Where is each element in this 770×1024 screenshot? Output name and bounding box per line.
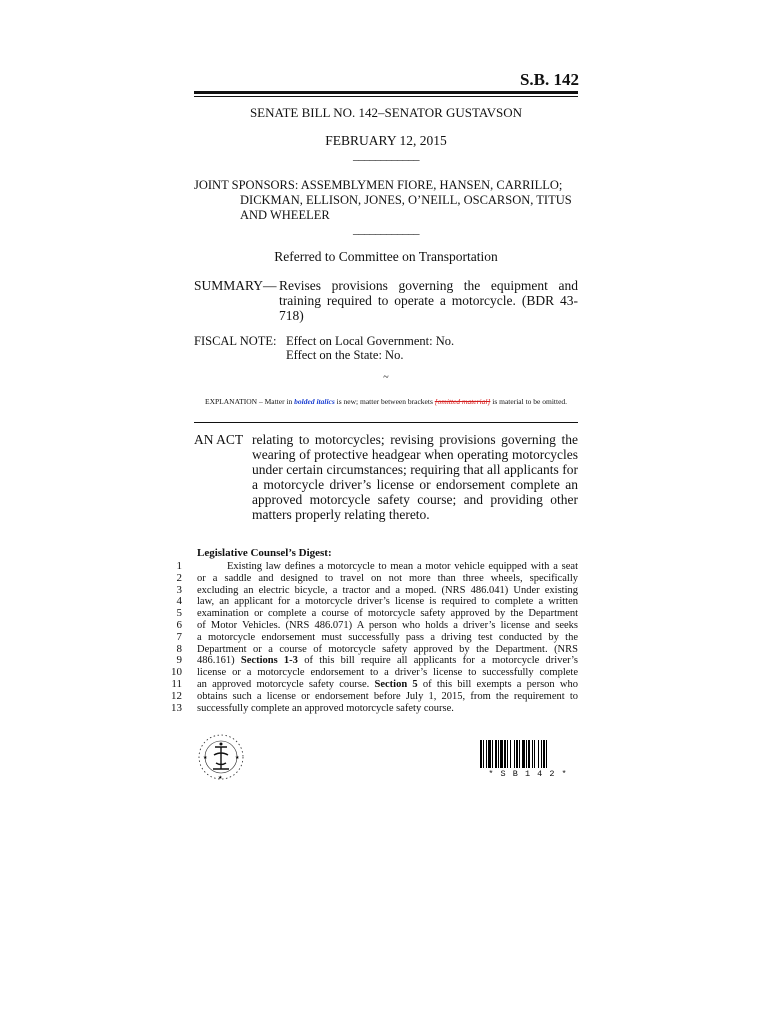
summary-label: SUMMARY— (194, 278, 277, 293)
referred-to-committee: Referred to Committee on Transportation (274, 249, 498, 264)
header-rule-thin (194, 96, 578, 97)
explanation-bold-italics: bolded italics (294, 397, 335, 406)
svg-text:★: ★ (235, 755, 240, 761)
line-number: 10 (171, 666, 182, 679)
digest-text (197, 561, 578, 714)
digest-line: 486.161) Sections 1-3 of this bill require all applicants for a motorcycle driver’s (197, 655, 578, 667)
explanation-suffix: is material to be omitted. (490, 397, 568, 406)
line-number: 11 (171, 677, 182, 690)
sponsors-line-1: JOINT SPONSORS: ASSEMBLYMEN FIORE, HANSEN, CARRILLO; (194, 178, 563, 192)
digest-line: examination or complete a course of motorcycle safety approved by the Department (197, 608, 578, 620)
summary-text: Revises provisions governing the equipment and training required to operate a motorcycle. (BDR 43-718) (279, 278, 578, 323)
nevada-legislature-seal-icon (197, 733, 245, 781)
fiscal-note-state: Effect on the State: No. (286, 348, 404, 362)
barcode-text: * S B 1 4 2 * (488, 769, 568, 779)
digest-line: an approved motorcycle safety course. Section 5 of this bill exempts a person who (197, 678, 578, 690)
separator-2: ____________ (353, 222, 419, 236)
digest-line: or a saddle and designed to travel on not more than three wheels, specifically (197, 572, 578, 584)
act-rule (194, 422, 578, 423)
barcode-icon (480, 740, 576, 768)
digest-line: Department or a course of motorcycle safety approved by the Department. (NRS (197, 643, 578, 655)
header-rule-thick (194, 91, 578, 94)
explanation-omitted: [omitted material] (434, 397, 491, 406)
joint-sponsors (194, 178, 578, 223)
digest-line: a motorcycle endorsement must successfully pass a driving test conducted by the (197, 631, 578, 643)
sponsors-line-2: DICKMAN, ELLISON, JONES, O’NEILL, OSCARSON, TITUS (240, 193, 572, 207)
explanation-prefix: EXPLANATION – Matter in (205, 397, 295, 406)
digest-line: of Motor Vehicles. (NRS 486.071) A person who holds a driver’s license and seeks (197, 619, 578, 631)
separator-1: ____________ (353, 148, 419, 162)
section-reference: Section 5 (374, 678, 418, 690)
fiscal-note-label: FISCAL NOTE: (194, 334, 277, 348)
section-reference: Sections 1-3 (240, 655, 298, 667)
act-text: relating to motorcycles; revising provisions governing the wearing of protective headgear when operating motorcycles under certain circumstances; requiring that all applicants for a motorcycle driver’s license or endorsement complete an approved motorcycle safety course; and providing other matters properly relating thereto. (252, 432, 578, 522)
svg-text:★: ★ (203, 755, 208, 761)
digest-line: excluding an electric bicycle, a tractor and a moped. (NRS 486.041) Under existing (197, 584, 578, 596)
line-number: 9 (176, 654, 182, 667)
digest-line: law, an applicant for a motorcycle driver’s license is required to complete a written (197, 596, 578, 608)
sponsors-line-3: AND WHEELER (240, 208, 330, 222)
line-number: 5 (176, 607, 182, 620)
line-number: 3 (176, 583, 182, 596)
digest-line: Existing law defines a motorcycle to mean a motor vehicle equipped with a seat (227, 561, 578, 572)
fiscal-note-local: Effect on Local Government: No. (286, 334, 455, 348)
line-number: 8 (176, 642, 182, 655)
line-number: 13 (171, 701, 182, 714)
digest-line: license or a motorcycle endorsement to a driver’s license to successfully complete (197, 667, 578, 679)
bill-number: S.B. 142 (519, 70, 579, 89)
line-number: 4 (176, 595, 182, 608)
digest-line-numbers (160, 561, 182, 714)
explanation-note (205, 397, 567, 406)
explanation-middle: is new; matter between brackets (334, 397, 435, 406)
line-number: 7 (176, 630, 182, 643)
digest-line: obtains such a license or endorsement before July 1, 2015, from the requirement to (197, 690, 578, 702)
digest-line: successfully complete an approved motorcycle safety course. (197, 702, 454, 714)
line-number: 12 (171, 689, 182, 702)
act-label: AN ACT (194, 432, 244, 447)
line-number: 2 (176, 571, 182, 584)
svg-text:★: ★ (218, 775, 223, 781)
bill-date: FEBRUARY 12, 2015 (325, 133, 447, 148)
line-number: 6 (176, 618, 182, 631)
digest-heading: Legislative Counsel’s Digest: (197, 547, 332, 559)
bill-title-line: SENATE BILL NO. 142–SENATOR GUSTAVSON (249, 105, 523, 120)
section-divider: ~ (383, 372, 389, 383)
line-number: 1 (176, 560, 182, 572)
